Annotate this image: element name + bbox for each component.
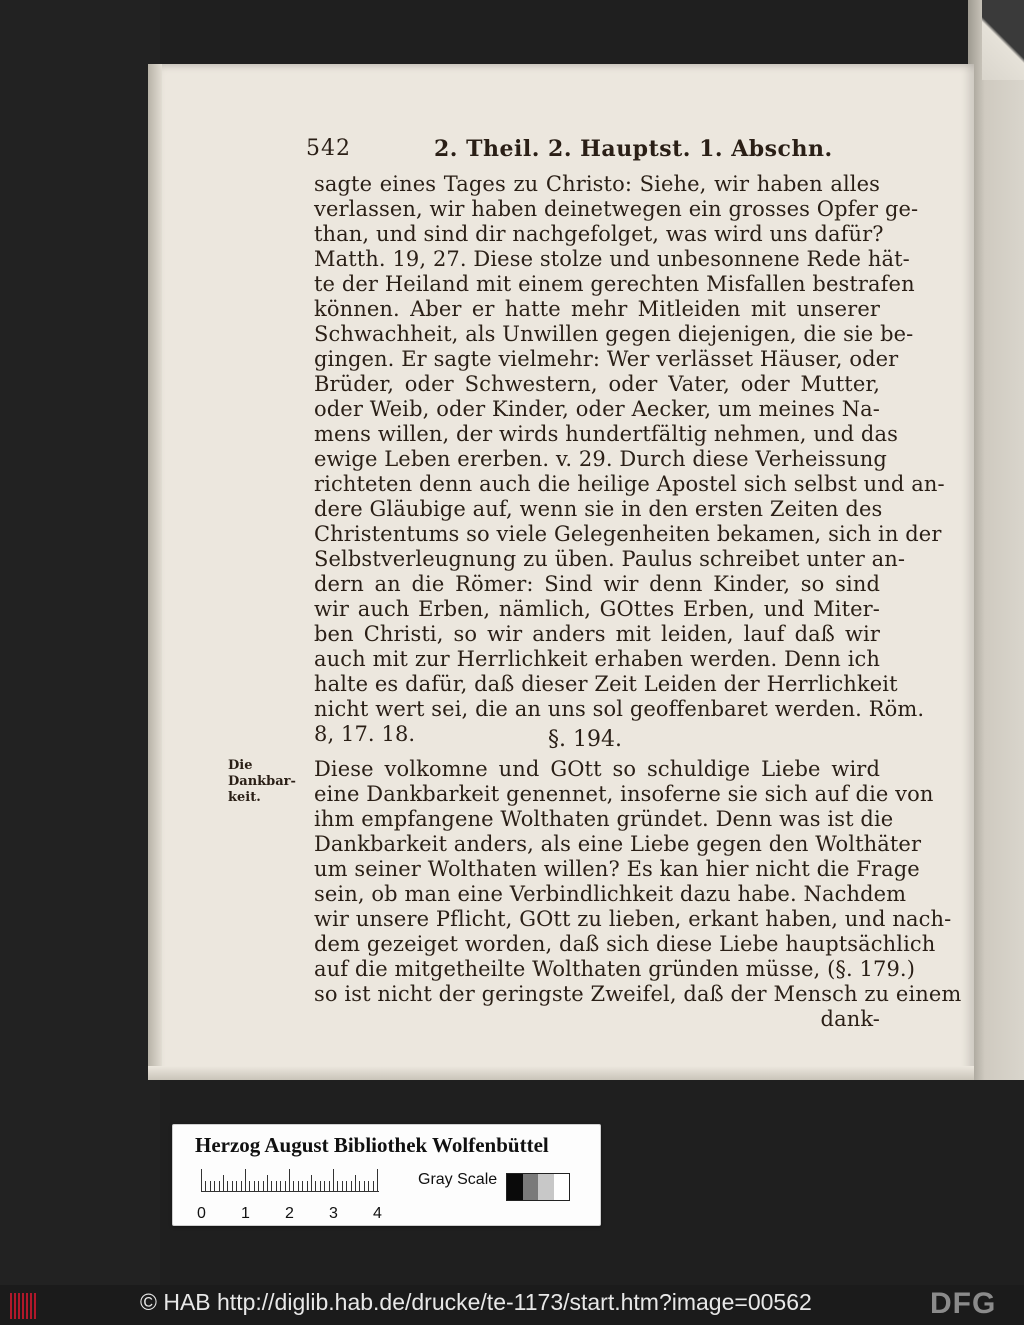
text-line: Selbstverleugnung zu üben. Paulus schreibet unter an- — [314, 547, 906, 571]
ruler-tick — [293, 1181, 294, 1191]
text-line: 8, 17. 18. — [314, 722, 416, 746]
ruler-tick — [210, 1181, 211, 1191]
ruler — [201, 1169, 379, 1192]
text-line: mens willen, der wirds hundertfältig nehmen, und das — [314, 422, 898, 446]
text-line: oder Weib, oder Kinder, oder Aecker, um meines Na- — [314, 397, 880, 421]
library-name: Herzog August Bibliothek Wolfenbüttel — [195, 1133, 549, 1157]
text-line: wir auch Erben, nämlich, GOttes Erben, und Miter- — [314, 597, 880, 621]
ruler-tick — [329, 1181, 330, 1191]
text-line: auch mit zur Herrlichkeit erhaben werden. Denn ich — [314, 647, 880, 671]
text-line: dank- — [820, 1007, 880, 1031]
text-line: gingen. Er sagte vielmehr: Wer verlässet Häuser, oder — [314, 347, 899, 371]
ruler-tick — [249, 1181, 250, 1191]
ruler-tick — [227, 1181, 228, 1191]
ruler-number: 2 — [285, 1205, 294, 1222]
ruler-number: 3 — [329, 1205, 338, 1222]
ruler-tick — [245, 1169, 246, 1191]
page-header — [306, 136, 833, 170]
text-line: ewige Leben ererben. v. 29. Durch diese Verheissung — [314, 447, 887, 471]
text-line: Brüder, oder Schwestern, oder Vater, oder Mutter, — [314, 372, 880, 396]
ruler-number: 0 — [197, 1205, 206, 1222]
text-line: so ist nicht der geringste Zweifel, daß der Mensch zu einem — [314, 982, 962, 1006]
next-page-edge — [968, 0, 1024, 1080]
page-gutter-shadow — [148, 64, 162, 1080]
text-line: halte es dafür, daß dieser Zeit Leiden der Herrlichkeit — [314, 672, 898, 696]
text-line: wir unsere Pflicht, GOtt zu lieben, erkant haben, und nach- — [314, 907, 952, 931]
dfg-logo: DFG — [930, 1287, 997, 1320]
ruler-tick — [302, 1181, 303, 1191]
hab-logo-icon — [10, 1293, 36, 1319]
text-line: sagte eines Tages zu Christo: Siehe, wir haben alles — [314, 172, 880, 196]
text-line: Matth. 19, 27. Diese stolze und unbesonnene Rede hät- — [314, 247, 910, 271]
ruler-tick — [219, 1181, 220, 1191]
book-page — [148, 64, 974, 1080]
ruler-tick — [307, 1181, 308, 1191]
ruler-tick — [276, 1181, 277, 1191]
text-line: ihm empfangene Wolthaten gründet. Denn was ist die — [314, 807, 894, 831]
ruler-tick — [346, 1181, 347, 1191]
text-line: ben Christi, so wir anders mit leiden, lauf daß wir — [314, 622, 880, 646]
footer-bar — [0, 1285, 1024, 1325]
gray-scale-bar — [506, 1173, 570, 1201]
text-line: Diese volkomne und GOtt so schuldige Liebe wird — [314, 757, 880, 781]
gray-scale-label: Gray Scale — [418, 1171, 498, 1188]
gray-patch — [538, 1174, 554, 1200]
ruler-number: 4 — [373, 1205, 382, 1222]
ruler-tick — [351, 1181, 352, 1191]
ruler-tick — [337, 1181, 338, 1191]
ruler-tick — [223, 1175, 224, 1191]
text-line: um seiner Wolthaten willen? Es kan hier nicht die Frage — [314, 857, 920, 881]
text-line: te der Heiland mit einem gerechten Misfallen bestrafen — [314, 272, 915, 296]
ruler-tick — [254, 1181, 255, 1191]
ruler-tick — [359, 1181, 360, 1191]
margin-note-line: Dankbar- — [228, 774, 296, 789]
text-line: Christentums so viele Gelegenheiten bekamen, sich in der — [314, 522, 942, 546]
text-line: dern an die Römer: Sind wir denn Kinder, so sind — [314, 572, 880, 596]
scan-background — [0, 0, 160, 1285]
ruler-tick — [258, 1181, 259, 1191]
ruler-tick — [232, 1181, 233, 1191]
page-bottom-edge — [148, 1066, 974, 1080]
ruler-tick — [236, 1181, 237, 1191]
text-line: können. Aber er hatte mehr Mitleiden mit unserer — [314, 297, 880, 321]
text-line: than, und sind dir nachgefolget, was wird uns dafür? — [314, 222, 884, 246]
ruler-tick — [267, 1175, 268, 1191]
ruler-tick — [373, 1181, 374, 1191]
text-line: eine Dankbarkeit genennet, insoferne sie sich auf die von — [314, 782, 934, 806]
text-line: Dankbarkeit anders, als eine Liebe gegen den Wolthäter — [314, 832, 922, 856]
ruler-tick — [377, 1169, 378, 1191]
ruler-tick — [333, 1169, 334, 1191]
ruler-tick — [298, 1181, 299, 1191]
margin-note — [228, 758, 308, 806]
margin-note-line: Die — [228, 758, 253, 773]
section-number: §. 194. — [548, 727, 622, 752]
ruler-tick — [355, 1175, 356, 1191]
ruler-tick — [280, 1181, 281, 1191]
ruler-tick — [320, 1181, 321, 1191]
copyright-link[interactable]: © HAB http://diglib.hab.de/drucke/te-1173/start.htm?image=00562 — [140, 1289, 812, 1315]
ruler-tick — [205, 1181, 206, 1191]
ruler-tick — [285, 1181, 286, 1191]
calibration-card — [172, 1124, 601, 1226]
text-line: dem gezeiget worden, daß sich diese Liebe hauptsächlich — [314, 932, 936, 956]
text-line: Schwachheit, als Unwillen gegen diejenigen, die sie be- — [314, 322, 914, 346]
ruler-tick — [311, 1175, 312, 1191]
page-fold-corner — [982, 0, 1024, 80]
margin-note-line: keit. — [228, 790, 261, 805]
ruler-tick — [214, 1181, 215, 1191]
gray-patch — [507, 1174, 523, 1200]
text-line: nicht wert sei, die an uns sol geoffenbaret werden. Röm. — [314, 697, 925, 721]
ruler-tick — [342, 1181, 343, 1191]
text-line: dere Gläubige auf, wenn sie in den ersten Zeiten des — [314, 497, 883, 521]
ruler-tick — [368, 1181, 369, 1191]
ruler-tick — [271, 1181, 272, 1191]
gray-patch — [523, 1174, 539, 1200]
ruler-tick — [315, 1181, 316, 1191]
text-line: verlassen, wir haben deinetwegen ein grosses Opfer ge- — [314, 197, 919, 221]
ruler-tick — [241, 1181, 242, 1191]
gray-patch — [554, 1174, 570, 1200]
running-head: 2. Theil. 2. Hauptst. 1. Abschn. — [434, 136, 833, 162]
ruler-tick — [289, 1169, 290, 1191]
page-number: 542 — [306, 136, 351, 161]
ruler-tick — [263, 1181, 264, 1191]
ruler-tick — [364, 1181, 365, 1191]
ruler-tick — [201, 1169, 202, 1191]
text-line: richteten denn auch die heilige Apostel sich selbst und an- — [314, 472, 945, 496]
text-line: sein, ob man eine Verbindlichkeit dazu habe. Nachdem — [314, 882, 907, 906]
text-line: auf die mitgetheilte Wolthaten gründen müsse, (§. 179.) — [314, 957, 915, 981]
ruler-number: 1 — [241, 1205, 250, 1222]
ruler-tick — [324, 1181, 325, 1191]
